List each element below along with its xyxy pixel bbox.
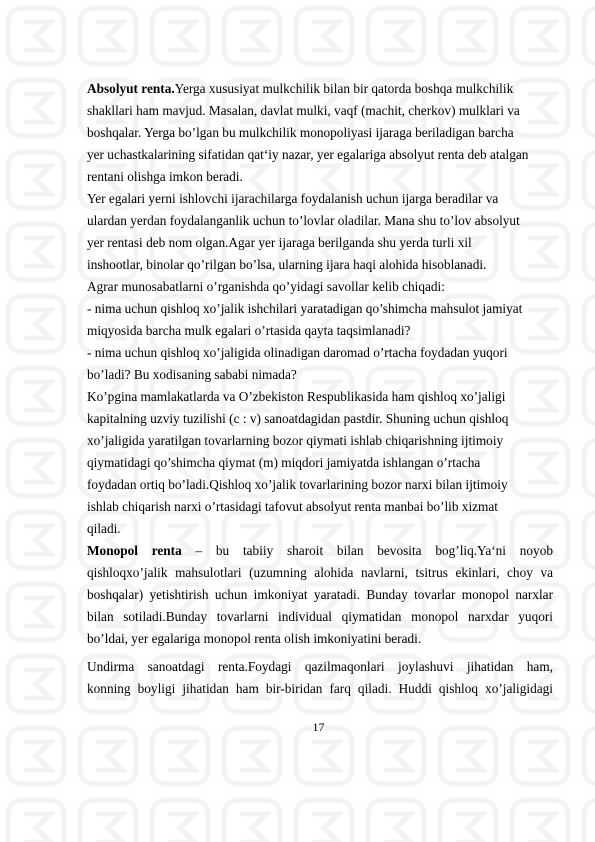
paragraph-1-line-3: boshqalar. Yerga bo’lgan bu mulkchilik monopoliyasi ijaraga beriladigan barcha [87, 125, 514, 140]
paragraph-1-line-1 [87, 78, 553, 100]
paragraph-3-line-3: miqyosida barcha mulk egalari o’rtasida qayta taqsimlanadi? [87, 323, 411, 338]
page-content [87, 78, 553, 700]
paragraph-4-line-1: Ko’pgina mamlakatlarda va O’zbekiston Respublikasida ham qishloq xo’jaligi [87, 389, 506, 404]
paragraph-1-line-1-text: Yerga xususiyat mulkchilik bilan bir qatorda boshqa mulkchilik [174, 81, 514, 96]
paragraph-1-line-2: shakllari ham mavjud. Masalan, davlat mulki, vaqf (machit, cherkov) mulklari va [87, 103, 520, 118]
paragraph-4-line-2: kapitalning uzviy tuzilishi (c : v) sanoatdagidan pastdir. Shuning uchun qishloq [87, 411, 509, 426]
paragraph-5-line-1 [87, 540, 553, 562]
paragraph-5-line-2: qishloqxo’jalik mahsulotlari (uzumning alohida navlarni, tsitrus ekinlari, choy va [87, 565, 553, 580]
paragraph-2-line-1: Yer egalari yerni ishlovchi ijarachilarga foydalanish uchun ijarga beradilar va [87, 191, 499, 206]
page-number: 17 [312, 720, 325, 734]
paragraph-6-line-1: Undirma sanoatdagi renta.Foydagi qazilmaqonlari joylashuvi jihatidan ham, [87, 659, 553, 674]
paragraph-4-line-6: ishlab chiqarish narxi o’rtasidagi tafovut absolyut renta manbai bo’lib xizmat [87, 499, 498, 514]
term-monopol-renta: Monopol renta [87, 543, 182, 558]
paragraph-5-line-5: bo’ldai, yer egalariga monopol renta olish imkoniyatini beradi. [87, 631, 422, 646]
paragraph-4-line-4: qiymatidagi qo’shimcha qiymat (m) miqdori jamiyatda ishlangan o’rtacha [87, 455, 481, 470]
paragraph-5-line-1-text: – bu tabiiy sharoit bilan bevosita bog’liq.Ya‘ni noyob [195, 543, 553, 558]
paragraph-2-line-4: inshootlar, binolar qo’rilgan bo’lsa, ularning ijara haqi alohida hisoblanadi. [87, 257, 487, 272]
paragraph-5-line-4: bilan sotiladi.Bunday tovarlarni individual qiymatidan monopol narxdar yuqori [87, 609, 553, 624]
paragraph-3-line-5: bo’ladi? Bu xodisaning sababi nimada? [87, 367, 297, 382]
paragraph-1-line-5: rentani olishga imkon beradi. [87, 169, 243, 184]
paragraph-4-line-5: foydadan ortiq bo’ladi.Qishloq xo’jalik tovarlarining bozor narxi bilan ijtimoiy [87, 477, 508, 492]
paragraph-3-line-4: - nima uchun qishloq xo’jaligida olinadigan daromad o’rtacha foydadan yuqori [87, 345, 508, 360]
paragraph-3-line-1: Agrar munosabatlarni o’rganishda qo’yidagi savollar kelib chiqadi: [87, 279, 445, 294]
paragraph-4-line-7: qiladi. [87, 521, 121, 536]
paragraph-6-line-2: konning boyligi jihatidan ham bir-biridan farq qiladi. Huddi qishloq xo’jaligidagi [87, 681, 553, 696]
paragraph-1-line-4: yer uchastkalarining sifatidan qat‘iy nazar, yer egalariga absolyut renta deb atalgan [87, 147, 529, 162]
paragraph-4-line-3: xo’jaligida yaratilgan tovarlarning bozor qiymati ishlab chiqarishning ijtimoiy [87, 433, 504, 448]
paragraph-2-line-2: ulardan yerdan foydalanganlik uchun to’lovlar oladilar. Mana shu to’lov absolyut [87, 213, 520, 228]
paragraph-3-line-2: - nima uchun qishloq xo’jalik ishchilari yaratadigan qo’shimcha mahsulot jamiyat [87, 301, 523, 316]
paragraph-2-line-3: yer rentasi deb nom olgan.Agar yer ijaraga berilganda shu yerda turli xil [87, 235, 472, 250]
term-absolyut-renta: Absolyut renta. [87, 81, 175, 96]
paragraph-5-line-3: boshqalar) yetishtirish uchun imkoniyat yaratadi. Bunday tovarlar monopol narxlar [87, 587, 553, 602]
